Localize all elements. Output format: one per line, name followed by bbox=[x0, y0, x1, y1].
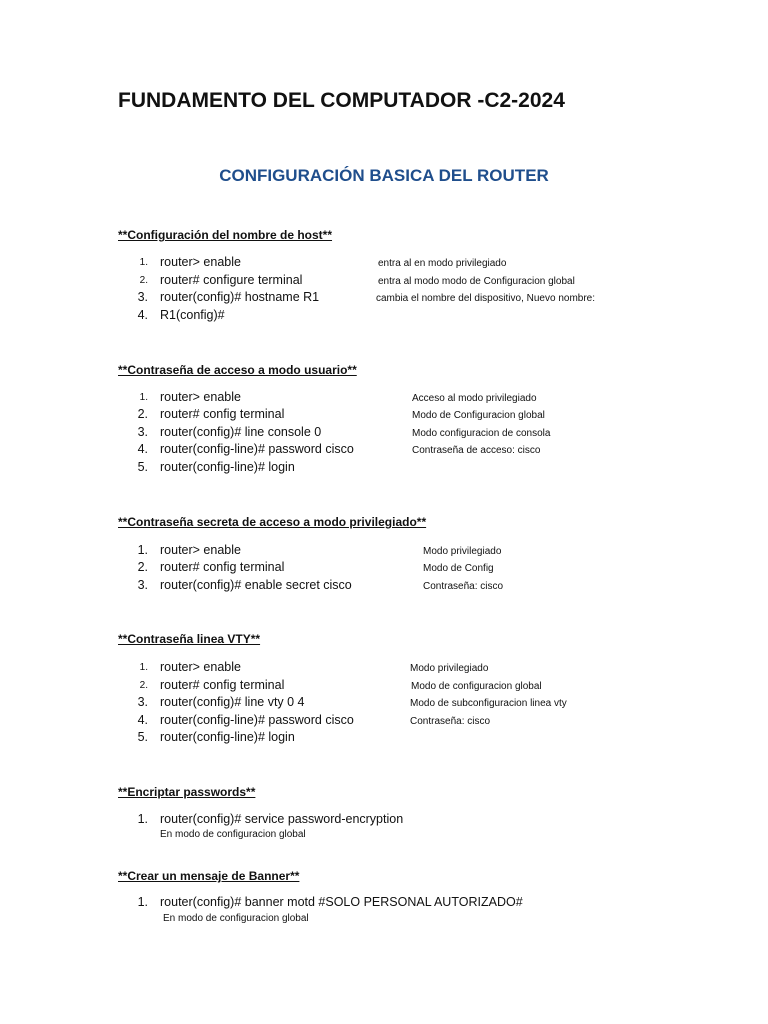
list-item bbox=[0, 273, 768, 291]
command-description: Contraseña de acceso: cisco bbox=[412, 445, 541, 456]
list-number: 2. bbox=[139, 275, 148, 286]
list-item bbox=[0, 390, 768, 408]
document-title: FUNDAMENTO DEL COMPUTADOR -C2-2024 bbox=[118, 89, 565, 112]
command-text: R1(config)# bbox=[160, 308, 225, 322]
list-number: 1. bbox=[137, 812, 148, 826]
section-note: En modo de configuracion global bbox=[163, 913, 309, 924]
list-item bbox=[0, 407, 768, 425]
list-item bbox=[0, 460, 768, 478]
list-number: 4. bbox=[137, 713, 148, 727]
command-text: router(config-line)# login bbox=[160, 730, 295, 744]
command-description: Acceso al modo privilegiado bbox=[412, 393, 537, 404]
list-number: 2. bbox=[137, 407, 148, 421]
list-item bbox=[0, 713, 768, 731]
document-subtitle: CONFIGURACIÓN BASICA DEL ROUTER bbox=[219, 166, 549, 185]
list-item bbox=[0, 812, 768, 830]
command-description: Contraseña: cisco bbox=[423, 581, 504, 592]
section-heading-secret-password: **Contraseña secreta de acceso a modo privilegiado** bbox=[118, 515, 427, 529]
list-number: 1. bbox=[139, 392, 148, 403]
command-description: Modo de configuracion global bbox=[411, 681, 542, 692]
list-number: 3. bbox=[137, 578, 148, 592]
list-number: 2. bbox=[139, 680, 148, 691]
command-text: router(config)# hostname R1 bbox=[160, 290, 320, 304]
list-number: 2. bbox=[137, 560, 148, 574]
command-description: Modo de Config bbox=[423, 563, 494, 574]
list-number: 4. bbox=[137, 442, 148, 456]
command-text: router(config)# service password-encryption bbox=[160, 812, 404, 826]
command-text: router(config)# banner motd #SOLO PERSONAL AUTORIZADO# bbox=[160, 895, 523, 909]
list-item bbox=[0, 425, 768, 443]
command-text: router> enable bbox=[160, 390, 241, 404]
list-item bbox=[0, 660, 768, 678]
list-number: 5. bbox=[137, 730, 148, 744]
command-text: router(config-line)# login bbox=[160, 460, 295, 474]
list-item bbox=[0, 678, 768, 696]
list-number: 1. bbox=[137, 543, 148, 557]
command-description: Modo privilegiado bbox=[410, 663, 489, 674]
list-number: 1. bbox=[139, 257, 148, 268]
command-text: router(config)# enable secret cisco bbox=[160, 578, 352, 592]
list-number: 5. bbox=[137, 460, 148, 474]
list-item bbox=[0, 560, 768, 578]
section-note: En modo de configuracion global bbox=[160, 829, 306, 840]
command-description: entra al en modo privilegiado bbox=[378, 258, 507, 269]
command-description: Contraseña: cisco bbox=[410, 716, 491, 727]
command-text: router# config terminal bbox=[160, 678, 285, 692]
command-description: cambia el nombre del dispositivo, Nuevo nombre: bbox=[376, 293, 595, 304]
list-number: 1. bbox=[139, 662, 148, 673]
command-description: entra al modo modo de Configuracion global bbox=[378, 276, 575, 287]
list-number: 3. bbox=[137, 425, 148, 439]
command-text: router(config)# line vty 0 4 bbox=[160, 695, 305, 709]
list-item bbox=[0, 695, 768, 713]
command-description: Modo privilegiado bbox=[423, 546, 502, 557]
list-item bbox=[0, 543, 768, 561]
command-text: router(config)# line console 0 bbox=[160, 425, 322, 439]
command-text: router# configure terminal bbox=[160, 273, 303, 287]
command-text: router> enable bbox=[160, 660, 241, 674]
section-heading-encrypt-passwords: **Encriptar passwords** bbox=[118, 785, 256, 799]
list-item bbox=[0, 308, 768, 326]
list-item bbox=[0, 730, 768, 748]
command-text: router(config-line)# password cisco bbox=[160, 713, 354, 727]
command-text: router> enable bbox=[160, 255, 241, 269]
command-description: Modo de Configuracion global bbox=[412, 410, 545, 421]
list-item bbox=[0, 895, 768, 913]
section-heading-hostname: **Configuración del nombre de host** bbox=[118, 228, 333, 242]
command-description: Modo de subconfiguracion linea vty bbox=[410, 698, 567, 709]
list-number: 4. bbox=[137, 308, 148, 322]
command-text: router# config terminal bbox=[160, 407, 285, 421]
command-description: Modo configuracion de consola bbox=[412, 428, 551, 439]
list-number: 3. bbox=[137, 290, 148, 304]
list-item bbox=[0, 290, 768, 308]
section-heading-user-password: **Contraseña de acceso a modo usuario** bbox=[118, 363, 357, 377]
list-item bbox=[0, 578, 768, 596]
command-text: router> enable bbox=[160, 543, 241, 557]
section-heading-vty-password: **Contraseña linea VTY** bbox=[118, 632, 261, 646]
list-number: 1. bbox=[137, 895, 148, 909]
command-text: router(config-line)# password cisco bbox=[160, 442, 354, 456]
list-item bbox=[0, 255, 768, 273]
section-heading-banner: **Crear un mensaje de Banner** bbox=[118, 869, 300, 883]
list-number: 3. bbox=[137, 695, 148, 709]
list-item bbox=[0, 442, 768, 460]
command-text: router# config terminal bbox=[160, 560, 285, 574]
